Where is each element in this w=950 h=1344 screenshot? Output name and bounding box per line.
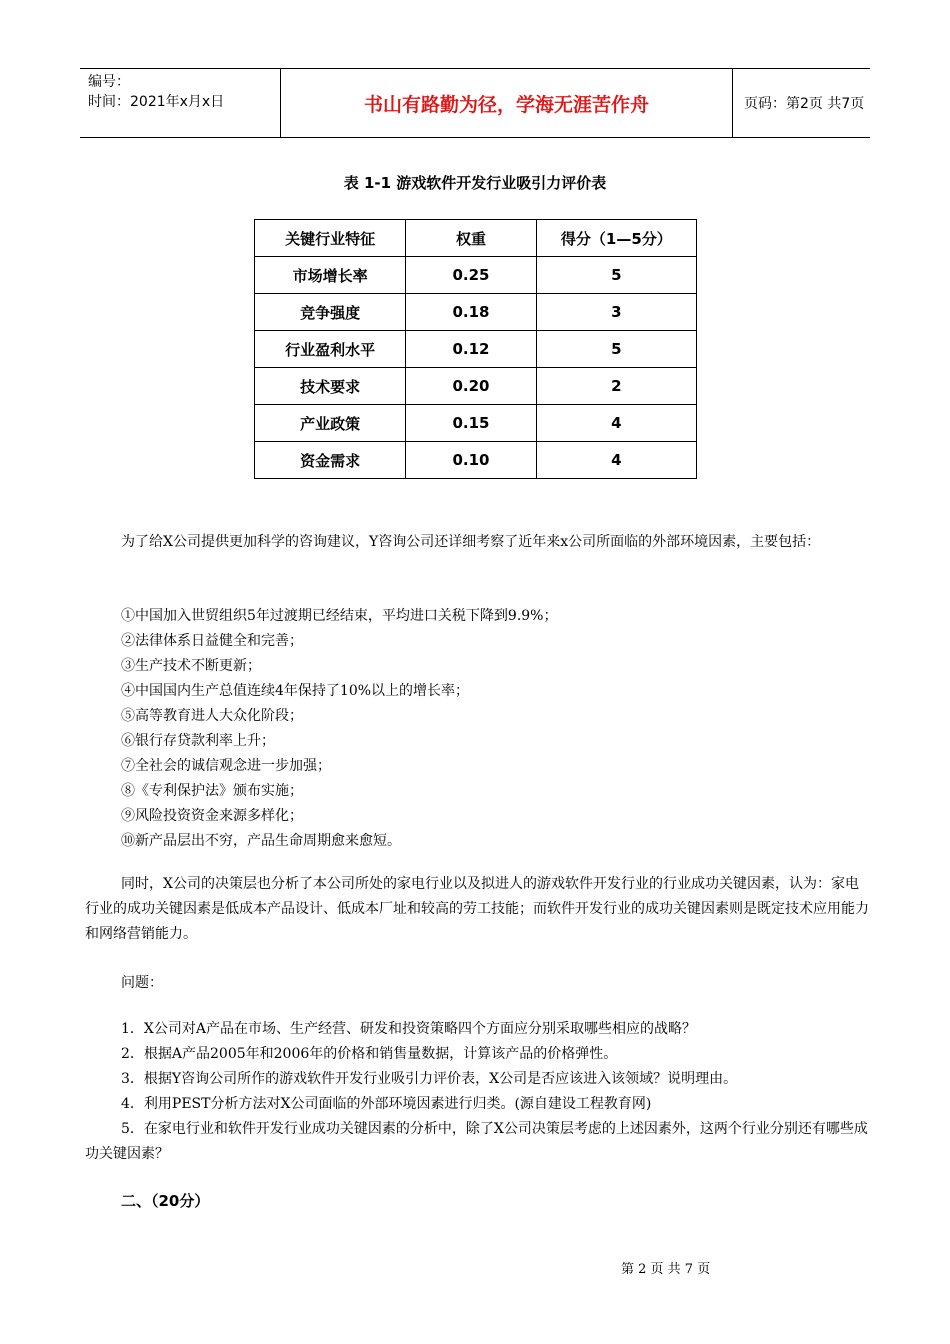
table-cell: 竞争强度 [255, 294, 406, 331]
list-item: ⑦全社会的诚信观念进一步加强； [121, 758, 331, 774]
document-header [80, 68, 870, 138]
table-header-cell: 权重 [406, 220, 536, 257]
table-cell: 产业政策 [255, 405, 406, 442]
analysis-text: 同时，X公司的决策层也分析了本公司所处的家电行业以及拟进人的游戏软件开发行业的行业成功关键因素，认为：家电行业的成功关键因素是低成本产品设计、低成本厂址和较高的劳工技能；而软件开发行业的成功关键因素则是既定技术应用能力和网络营销能力。 [85, 876, 869, 942]
section-heading: 二、（20分） [121, 1192, 210, 1210]
list-item: 3．根据Y咨询公司所作的游戏软件开发行业吸引力评价表，X公司是否应该进入该领域？说明理由。 [121, 1071, 738, 1087]
question-list [85, 1017, 870, 1167]
list-item: 5．在家电行业和软件开发行业成功关键因素的分析中，除了X公司决策层考虑的上述因素外，这两个行业分别还有哪些成功关键因素？ [85, 1121, 868, 1162]
table-cell: 技术要求 [255, 368, 406, 405]
table-header-cell: 关键行业特征 [255, 220, 406, 257]
table-cell: 0.20 [406, 368, 536, 405]
table-row [255, 331, 697, 368]
table-cell: 5 [536, 257, 696, 294]
list-item: 1．X公司对A产品在市场、生产经营、研发和投资策略四个方面应分别采取哪些相应的战略？ [121, 1021, 696, 1037]
table-caption: 表 1-1 游戏软件开发行业吸引力评价表 [343, 174, 607, 192]
table-cell: 行业盈利水平 [255, 331, 406, 368]
header-meta [80, 69, 280, 137]
table-cell: 4 [536, 405, 696, 442]
table-header-row [255, 220, 697, 257]
intro-paragraph [85, 530, 870, 555]
date-label: 时间：2021年x月x日 [88, 94, 225, 110]
table-cell: 0.15 [406, 405, 536, 442]
list-item: 2．根据A产品2005年和2006年的价格和销售量数据，计算该产品的价格弹性。 [121, 1046, 618, 1062]
table-cell: 资金需求 [255, 442, 406, 479]
table-cell: 0.10 [406, 442, 536, 479]
intro-text: 为了给X公司提供更加科学的咨询建议，Y咨询公司还详细考察了近年来x公司所面临的外部环境因素，主要包括： [121, 534, 821, 550]
table-row [255, 368, 697, 405]
list-item: ⑨风险投资资金来源多样化； [121, 808, 303, 824]
list-item: ⑤高等教育进人大众化阶段； [121, 708, 303, 724]
footer-page-number: 第 2 页 共 7 页 [621, 1262, 711, 1277]
list-item: ③生产技术不断更新； [121, 658, 261, 674]
list-item: ①中国加入世贸组织5年过渡期已经结束，平均进口关税下降到9.9%； [121, 608, 558, 624]
list-item: ⑧《专利保护法》颁布实施； [121, 783, 303, 799]
questions-label: 问题： [121, 975, 163, 991]
list-item: ④中国国内生产总值连续4年保持了10%以上的增长率； [121, 683, 470, 699]
list-item: ⑩新产品层出不穷，产品生命周期愈来愈短。 [121, 833, 401, 849]
factor-list [85, 604, 870, 854]
table-cell: 市场增长率 [255, 257, 406, 294]
table-cell: 3 [536, 294, 696, 331]
list-item: ②法律体系日益健全和完善； [121, 633, 303, 649]
table-cell: 0.12 [406, 331, 536, 368]
table-cell: 0.25 [406, 257, 536, 294]
list-item: ⑥银行存贷款利率上升； [121, 733, 275, 749]
number-label: 编号： [88, 74, 130, 90]
table-row [255, 442, 697, 479]
header-motto: 书山有路勤为径，学海无涯苦作舟 [280, 69, 733, 137]
table-cell: 4 [536, 442, 696, 479]
table-row [255, 294, 697, 331]
table-cell: 0.18 [406, 294, 536, 331]
table-header-cell: 得分（1—5分） [536, 220, 696, 257]
table-cell: 2 [536, 368, 696, 405]
questions-label-block [85, 971, 870, 996]
table-row [255, 257, 697, 294]
header-page-info: 页码：第2页 共7页 [744, 96, 865, 112]
analysis-paragraph [85, 872, 870, 947]
table-cell: 5 [536, 331, 696, 368]
table-row [255, 405, 697, 442]
attractiveness-table [254, 219, 697, 479]
list-item: 4．利用PEST分析方法对X公司面临的外部环境因素进行归类。(源自建设工程教育网) [121, 1096, 652, 1112]
